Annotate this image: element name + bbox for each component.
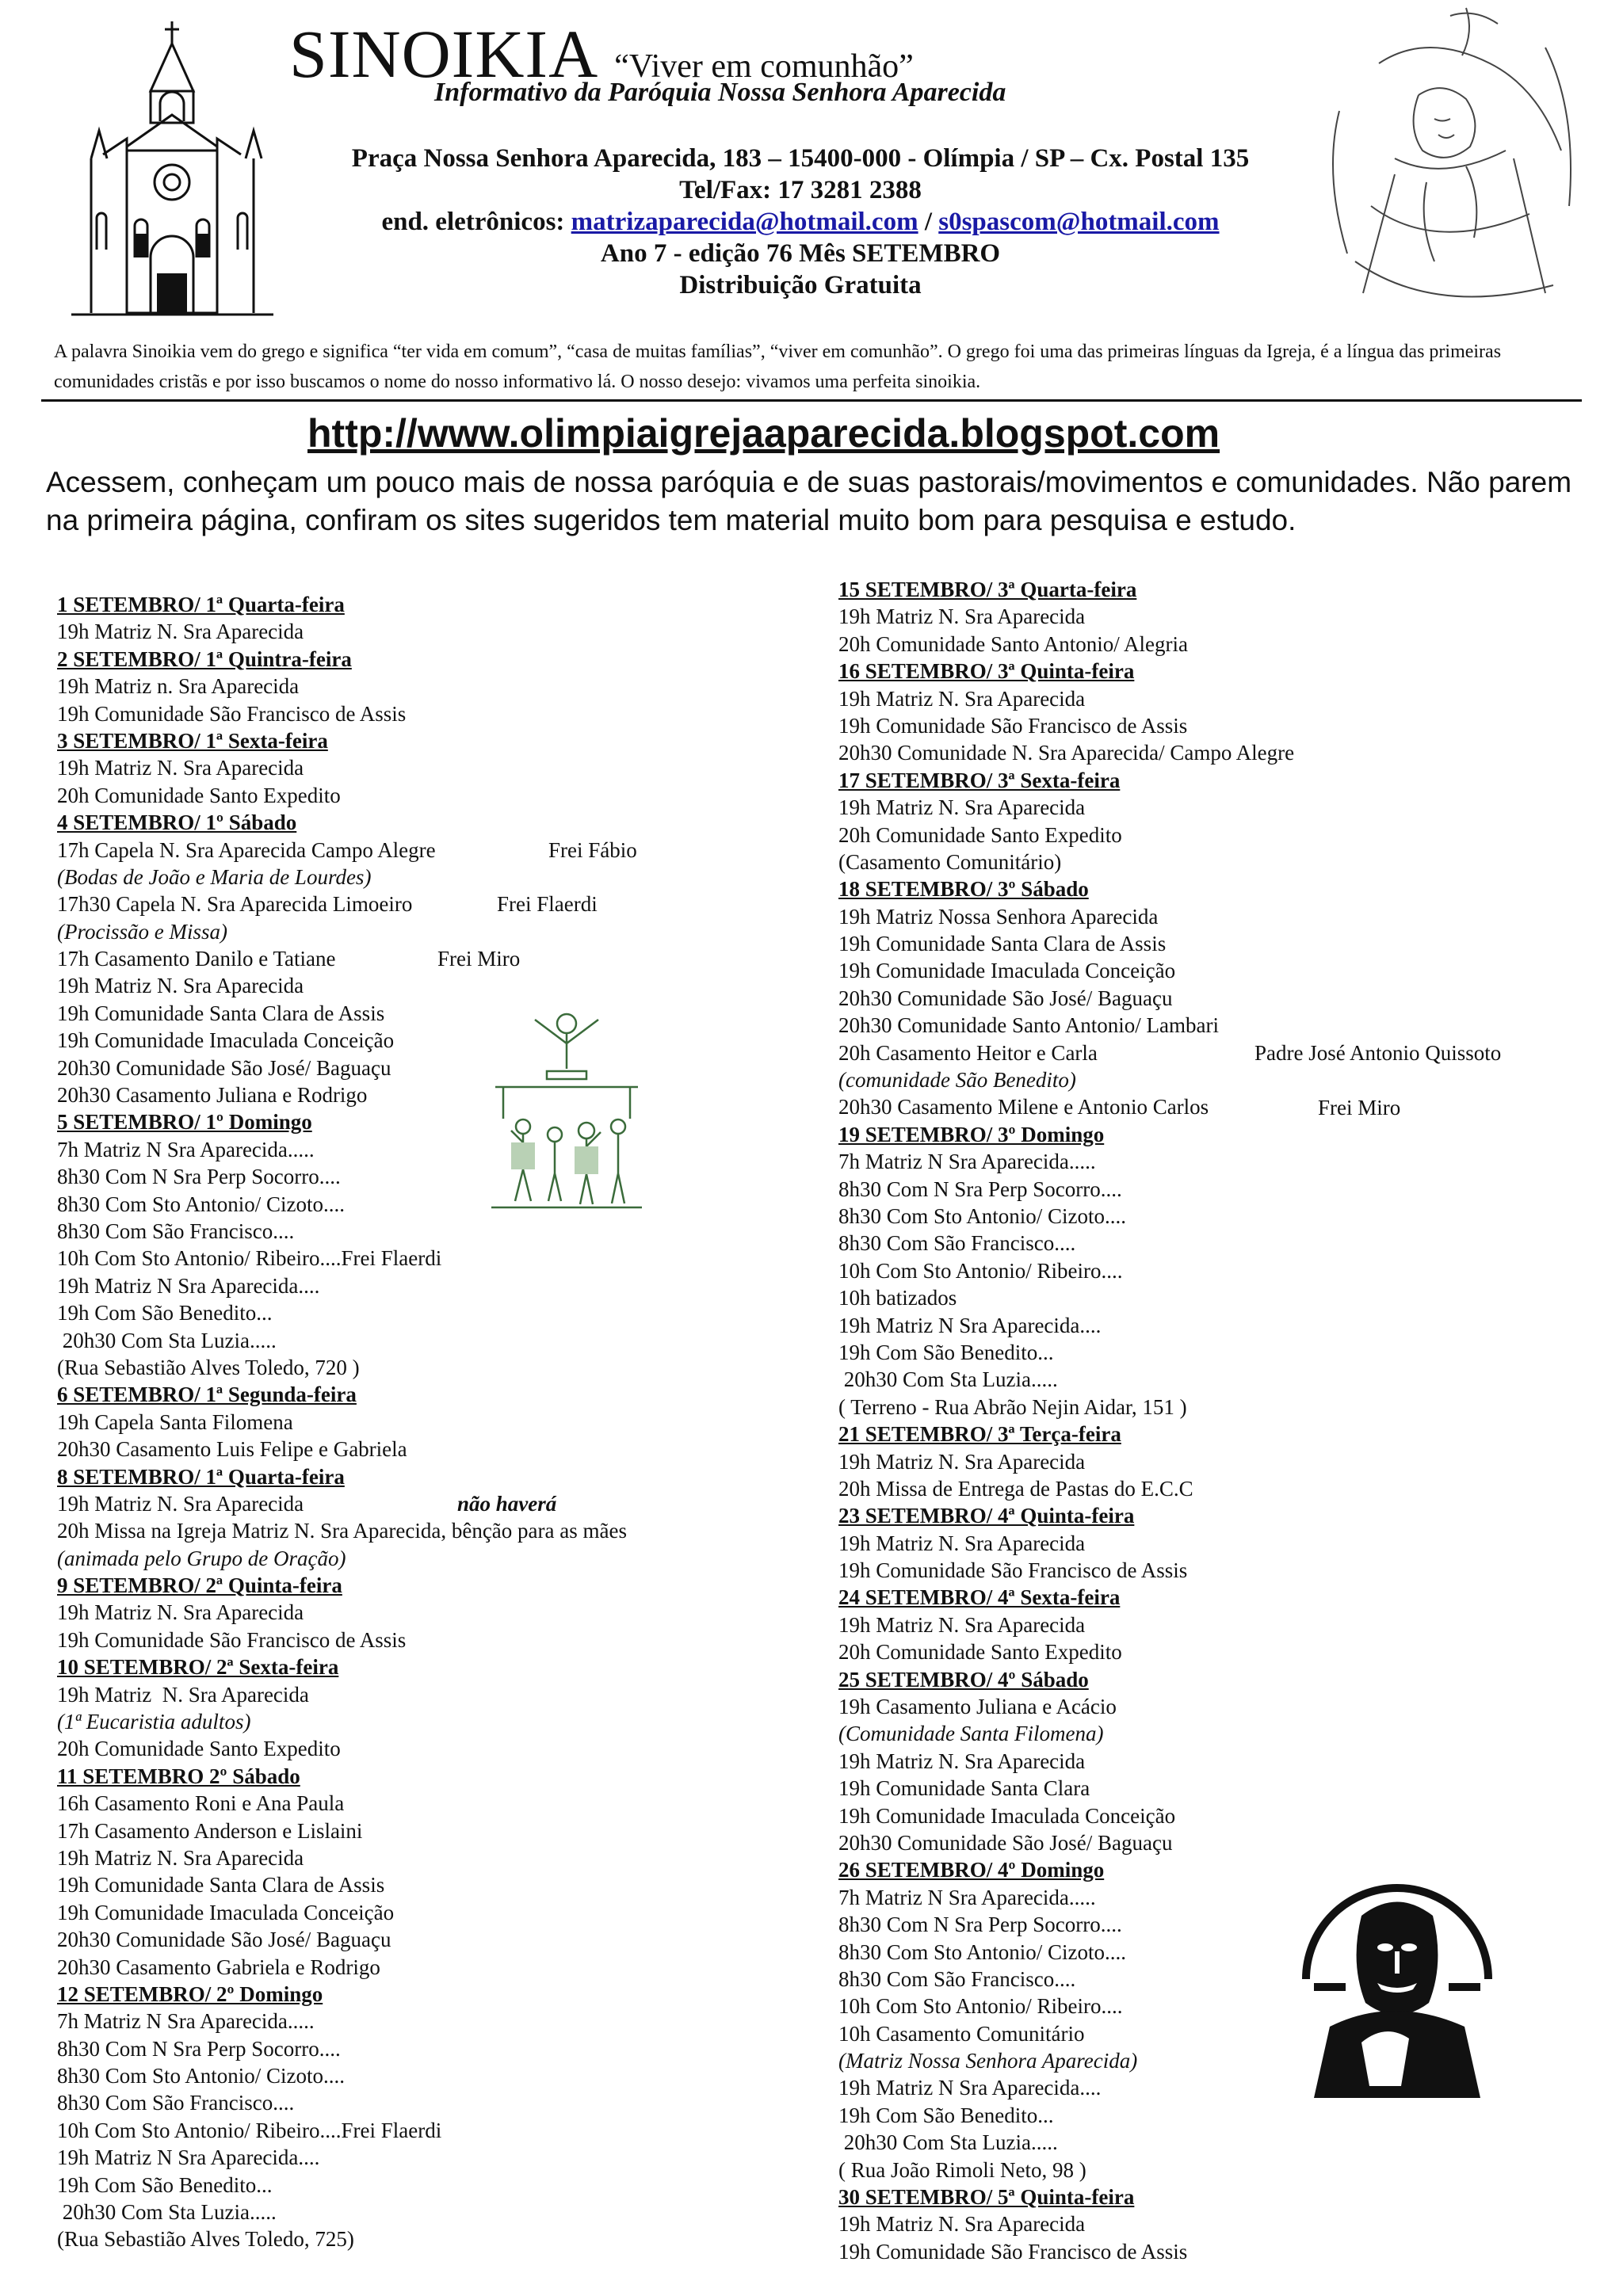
schedule-entry: 10h Casamento Comunitário bbox=[838, 2021, 1085, 2046]
schedule-day-heading: 10 SETEMBRO/ 2ª Sexta-feira bbox=[57, 1655, 339, 1680]
emails-label: end. eletrônicos: bbox=[381, 208, 565, 236]
schedule-entry: 19h Casamento Juliana e Acácio bbox=[838, 1695, 1117, 1719]
emails-separator: / bbox=[924, 208, 932, 236]
schedule-entry: 20h30 Casamento Milene e Antonio Carlos bbox=[838, 1095, 1209, 1119]
schedule-day-heading: 24 SETEMBRO/ 4ª Sexta-feira bbox=[838, 1585, 1121, 1610]
schedule-right-column bbox=[838, 576, 1502, 2265]
schedule-entry: 10h batizados bbox=[838, 1286, 957, 1310]
schedule-note: (Comunidade Santa Filomena) bbox=[838, 1722, 1104, 1746]
schedule-entry: 8h30 Com N Sra Perp Socorro.... bbox=[57, 1165, 341, 1189]
celebrant-name: Frei Flaerdi bbox=[497, 892, 598, 917]
schedule-entry: 19h Matriz n. Sra Aparecida bbox=[57, 674, 300, 699]
schedule-day-heading: 11 SETEMBRO 2º Sábado bbox=[57, 1764, 300, 1788]
schedule-entry: 19h Comunidade São Francisco de Assis bbox=[838, 713, 1188, 738]
schedule-entry: 20h30 Casamento Gabriela e Rodrigo bbox=[57, 1955, 380, 1979]
schedule-entry: 20h Comunidade Santo Expedito bbox=[838, 1640, 1122, 1665]
header-divider bbox=[41, 399, 1582, 402]
schedule-entry: 19h Matriz N. Sra Aparecida bbox=[57, 1682, 309, 1707]
schedule-entry: 7h Matriz N Sra Aparecida..... bbox=[57, 1137, 315, 1161]
schedule-entry: 20h30 Com Sta Luzia..... bbox=[838, 1367, 1058, 1392]
schedule-entry: 20h Missa na Igreja Matriz N. Sra Aparecida, bênção para as mães bbox=[57, 1519, 627, 1543]
schedule-entry: (Rua Sebastião Alves Toledo, 725) bbox=[57, 2227, 354, 2252]
celebrant-name: Frei Fábio bbox=[548, 837, 637, 862]
schedule-entry: 7h Matriz N Sra Aparecida..... bbox=[838, 1885, 1096, 1909]
schedule-entry: 8h30 Com Sto Antonio/ Cizoto.... bbox=[57, 1192, 346, 1216]
schedule-note: (comunidade São Benedito) bbox=[838, 1068, 1076, 1093]
schedule-entry: 19h Comunidade Imaculada Conceição bbox=[838, 1803, 1176, 1828]
schedule-entry: 8h30 Com São Francisco.... bbox=[838, 1231, 1076, 1256]
christ-sketch-illustration bbox=[1308, 0, 1605, 325]
schedule-entry: 17h Capela N. Sra Aparecida Campo Alegre bbox=[57, 837, 436, 862]
schedule-entry: 19h Comunidade São Francisco de Assis bbox=[57, 701, 407, 726]
schedule-entry: ( Rua João Rimoli Neto, 98 ) bbox=[838, 2157, 1086, 2182]
schedule-entry: 10h Com Sto Antonio/ Ribeiro.... bbox=[838, 1258, 1123, 1283]
schedule-entry: 20h30 Comunidade São José/ Baguaçu bbox=[838, 986, 1173, 1010]
contact-block bbox=[285, 143, 1316, 301]
schedule-entry: 8h30 Com N Sra Perp Socorro.... bbox=[838, 1913, 1122, 1937]
schedule-entry: 19h Com São Benedito... bbox=[57, 1301, 273, 1325]
schedule-day-heading: 17 SETEMBRO/ 3ª Sexta-feira bbox=[838, 768, 1121, 792]
schedule-entry: 19h Matriz N. Sra Aparecida bbox=[57, 620, 304, 644]
schedule-entry: 19h Comunidade Imaculada Conceição bbox=[838, 959, 1176, 983]
schedule-day-heading: 15 SETEMBRO/ 3ª Quarta-feira bbox=[838, 578, 1137, 601]
schedule-entry: 20h Comunidade Santo Antonio/ Alegria bbox=[838, 631, 1188, 656]
schedule-entry: 19h Com São Benedito... bbox=[838, 2103, 1054, 2127]
email-link-matriz[interactable]: matrizaparecida@hotmail.com bbox=[571, 208, 918, 236]
schedule-note: (Procissão e Missa) bbox=[57, 919, 227, 944]
address-line: Praça Nossa Senhora Aparecida, 183 – 15400-000 - Olímpia / SP – Cx. Postal 135 bbox=[351, 144, 1250, 173]
schedule-entry: 19h Matriz N Sra Aparecida.... bbox=[57, 1273, 320, 1298]
newsletter-subtitle: Informativo da Paróquia Nossa Senhora Aparecida bbox=[434, 78, 1006, 107]
celebrant-name: Padre José Antonio Quissoto bbox=[1254, 1040, 1502, 1065]
schedule-entry: 19h Matriz N. Sra Aparecida bbox=[838, 1612, 1086, 1637]
schedule-day-heading: 8 SETEMBRO/ 1ª Quarta-feira bbox=[57, 1464, 345, 1489]
schedule-day-heading: 9 SETEMBRO/ 2ª Quinta-feira bbox=[57, 1573, 342, 1598]
schedule-entry: 20h30 Comunidade São José/ Baguaçu bbox=[838, 1830, 1173, 1855]
schedule-entry: 19h Matriz N. Sra Aparecida bbox=[838, 795, 1086, 820]
schedule-entry: 8h30 Com São Francisco.... bbox=[838, 1966, 1076, 1991]
schedule-day-heading: 1 SETEMBRO/ 1ª Quarta-feira bbox=[57, 593, 345, 616]
celebrant-name: Frei Miro bbox=[1318, 1095, 1401, 1119]
schedule-entry: 8h30 Com Sto Antonio/ Cizoto.... bbox=[838, 1203, 1127, 1228]
schedule-entry: 7h Matriz N Sra Aparecida..... bbox=[838, 1150, 1096, 1174]
schedule-entry: 20h30 Com Sta Luzia..... bbox=[57, 1328, 277, 1352]
lead-paragraph: Acessem, conheçam um pouco mais de nossa paróquia e de suas pastorais/movimentos e comunidades. Não parem na primeira página, confiram os sites sugeridos tem material muito bom para pesquisa e estudo. bbox=[46, 466, 1572, 536]
schedule-entry: 10h Com Sto Antonio/ Ribeiro....Frei Flaerdi bbox=[57, 2118, 442, 2142]
schedule-entry: 8h30 Com Sto Antonio/ Cizoto.... bbox=[57, 2064, 346, 2088]
schedule-entry: 19h Matriz N Sra Aparecida.... bbox=[838, 2076, 1102, 2100]
phone-line: Tel/Fax: 17 3281 2388 bbox=[679, 176, 922, 204]
schedule-entry: (Rua Sebastião Alves Toledo, 720 ) bbox=[57, 1355, 360, 1379]
distribution-line: Distribuição Gratuita bbox=[679, 271, 922, 299]
schedule-day-heading: 26 SETEMBRO/ 4º Domingo bbox=[838, 1858, 1105, 1882]
newsletter-motto: “Viver em comunhão” bbox=[614, 48, 914, 85]
schedule-day-heading: 25 SETEMBRO/ 4º Sábado bbox=[838, 1667, 1089, 1691]
schedule-entry: 20h Missa de Entrega de Pastas do E.C.C bbox=[838, 1476, 1193, 1501]
schedule-note: (Matriz Nossa Senhora Aparecida) bbox=[838, 2049, 1138, 2073]
schedule-entry: 8h30 Com São Francisco.... bbox=[57, 1219, 295, 1243]
schedule-entry: 20h30 Comunidade N. Sra Aparecida/ Campo Alegre bbox=[838, 741, 1295, 765]
schedule-entry: 8h30 Com Sto Antonio/ Cizoto.... bbox=[838, 1939, 1127, 1964]
schedule-entry: 19h Matriz N. Sra Aparecida bbox=[838, 1449, 1086, 1474]
schedule-entry: 19h Comunidade São Francisco de Assis bbox=[838, 2239, 1188, 2264]
intro-paragraph: A palavra Sinoikia vem do grego e significa “ter vida em comum”, “casa de muitas famílias”, “viver em comunhão”. O grego foi uma das primeiras línguas da Igreja, é a língua das primeiras comunidades cristãs e por isso buscamos o nome do nosso informativo lá. O nosso desejo: vivamos uma perfeita sinoikia. bbox=[54, 341, 1502, 392]
schedule-entry: 20h30 Casamento Luis Felipe e Gabriela bbox=[57, 1437, 407, 1462]
schedule-entry: 20h30 Com Sta Luzia..... bbox=[838, 2130, 1058, 2155]
schedule-entry: 20h Casamento Heitor e Carla bbox=[838, 1040, 1098, 1065]
schedule-left-column bbox=[57, 591, 637, 2253]
schedule-day-heading: 21 SETEMBRO/ 3ª Terça-feira bbox=[838, 1422, 1121, 1447]
schedule-note: (animada pelo Grupo de Oração) bbox=[57, 1546, 346, 1570]
schedule-entry: 8h30 Com N Sra Perp Socorro.... bbox=[57, 2036, 341, 2061]
schedule-entry: 19h Matriz Nossa Senhora Aparecida bbox=[838, 904, 1159, 929]
schedule-entry: 8h30 Com N Sra Perp Socorro.... bbox=[838, 1177, 1122, 1201]
schedule-entry: 20h30 Comunidade São José/ Baguaçu bbox=[57, 1928, 391, 1952]
schedule-entry: 20h30 Casamento Juliana e Rodrigo bbox=[57, 1083, 368, 1108]
schedule-entry: 19h Capela Santa Filomena bbox=[57, 1409, 293, 1434]
schedule-entry: 19h Matriz N. Sra Aparecida bbox=[57, 1600, 304, 1625]
schedule-day-heading: 23 SETEMBRO/ 4ª Quinta-feira bbox=[838, 1504, 1135, 1528]
schedule-day-heading: 19 SETEMBRO/ 3º Domingo bbox=[838, 1122, 1105, 1146]
schedule-entry: 10h Com Sto Antonio/ Ribeiro.... bbox=[838, 1994, 1123, 2019]
schedule-day-heading: 16 SETEMBRO/ 3ª Quinta-feira bbox=[838, 659, 1135, 684]
schedule-entry: 19h Matriz N. Sra Aparecida bbox=[838, 1749, 1086, 1773]
schedule-entry: 19h Comunidade Imaculada Conceição bbox=[57, 1028, 395, 1053]
schedule-entry: 20h Comunidade Santo Expedito bbox=[57, 783, 341, 807]
schedule-day-heading: 6 SETEMBRO/ 1ª Segunda-feira bbox=[57, 1383, 357, 1407]
cancellation-note: não haverá bbox=[457, 1492, 557, 1516]
schedule-entry: 19h Matriz N Sra Aparecida.... bbox=[57, 2145, 320, 2170]
schedule-day-heading: 5 SETEMBRO/ 1º Domingo bbox=[57, 1110, 312, 1135]
schedule-note: (1ª Eucaristia adultos) bbox=[57, 1710, 251, 1734]
schedule-entry: 19h Matriz N. Sra Aparecida bbox=[838, 1531, 1086, 1555]
schedule-entry: 19h Com São Benedito... bbox=[57, 2172, 273, 2197]
schedule-entry: 10h Com Sto Antonio/ Ribeiro....Frei Flaerdi bbox=[57, 1246, 442, 1271]
schedule-entry: 19h Comunidade São Francisco de Assis bbox=[57, 1627, 407, 1652]
schedule-entry: 19h Comunidade Santa Clara de Assis bbox=[57, 1873, 385, 1897]
schedule-entry: 20h30 Comunidade Santo Antonio/ Lambari bbox=[838, 1013, 1219, 1038]
schedule-entry: 8h30 Com São Francisco.... bbox=[57, 2091, 295, 2115]
church-illustration bbox=[71, 20, 273, 317]
schedule-entry: 19h Comunidade Santa Clara bbox=[838, 1776, 1090, 1801]
schedule-entry: 20h Comunidade Santo Expedito bbox=[838, 822, 1122, 847]
schedule-day-heading: 12 SETEMBRO/ 2º Domingo bbox=[57, 1981, 323, 2006]
schedule-entry: 19h Matriz N. Sra Aparecida bbox=[57, 1845, 304, 1870]
schedule-entry: 19h Matriz N. Sra Aparecida bbox=[838, 605, 1086, 629]
celebrant-name: Frei Miro bbox=[437, 947, 521, 971]
schedule-entry: 19h Comunidade São Francisco de Assis bbox=[838, 1558, 1188, 1583]
schedule-entry: ( Terreno - Rua Abrão Nejin Aidar, 151 ) bbox=[838, 1394, 1187, 1419]
mass-illustration bbox=[479, 1000, 654, 1214]
schedule-entry: 20h30 Com Sta Luzia..... bbox=[57, 2200, 277, 2225]
blog-link[interactable]: http://www.olimpiaigrejaaparecida.blogspot.com bbox=[307, 411, 1220, 456]
emails-line bbox=[285, 206, 1316, 238]
schedule-entry: 20h Comunidade Santo Expedito bbox=[57, 1737, 341, 1761]
schedule-entry: 19h Comunidade Santa Clara de Assis bbox=[57, 1001, 385, 1025]
schedule-entry: 19h Matriz N Sra Aparecida.... bbox=[838, 1313, 1102, 1337]
schedule-entry: 19h Matriz N. Sra Aparecida bbox=[838, 2212, 1086, 2237]
schedule-entry: 16h Casamento Roni e Ana Paula bbox=[57, 1791, 345, 1816]
schedule-day-heading: 3 SETEMBRO/ 1ª Sexta-feira bbox=[57, 728, 328, 753]
newsletter-title: SINOIKIA bbox=[289, 16, 599, 92]
schedule-entry: (Casamento Comunitário) bbox=[838, 849, 1062, 874]
schedule-entry: 17h Casamento Danilo e Tatiane bbox=[57, 947, 336, 971]
saint-francis-illustration bbox=[1282, 1860, 1512, 2098]
schedule-entry: 17h30 Capela N. Sra Aparecida Limoeiro bbox=[57, 892, 413, 917]
schedule-entry: 19h Matriz N. Sra Aparecida bbox=[57, 1491, 304, 1516]
schedule-entry: 19h Com São Benedito... bbox=[838, 1340, 1054, 1364]
schedule-entry: 19h Matriz N. Sra Aparecida bbox=[57, 756, 304, 780]
edition-line: Ano 7 - edição 76 Mês SETEMBRO bbox=[600, 239, 1001, 268]
email-link-pascom[interactable]: s0spascom@hotmail.com bbox=[938, 208, 1220, 236]
schedule-entry: 7h Matriz N Sra Aparecida..... bbox=[57, 2009, 315, 2034]
schedule-day-heading: 2 SETEMBRO/ 1ª Quintra-feira bbox=[57, 646, 352, 671]
schedule-entry: 19h Comunidade Imaculada Conceição bbox=[57, 1900, 395, 1924]
schedule-entry: 20h30 Comunidade São José/ Baguaçu bbox=[57, 1055, 391, 1080]
schedule-entry: 19h Matriz N. Sra Aparecida bbox=[57, 974, 304, 998]
schedule-entry: 19h Comunidade Santa Clara de Assis bbox=[838, 932, 1167, 956]
schedule-note: (Bodas de João e Maria de Lourdes) bbox=[57, 864, 372, 889]
schedule-day-heading: 18 SETEMBRO/ 3º Sábado bbox=[838, 877, 1089, 902]
schedule-entry: 17h Casamento Anderson e Lislaini bbox=[57, 1818, 363, 1843]
schedule-day-heading: 30 SETEMBRO/ 5ª Quinta-feira bbox=[838, 2185, 1135, 2210]
schedule-day-heading: 4 SETEMBRO/ 1º Sábado bbox=[57, 810, 297, 835]
schedule-entry: 19h Matriz N. Sra Aparecida bbox=[838, 686, 1086, 711]
